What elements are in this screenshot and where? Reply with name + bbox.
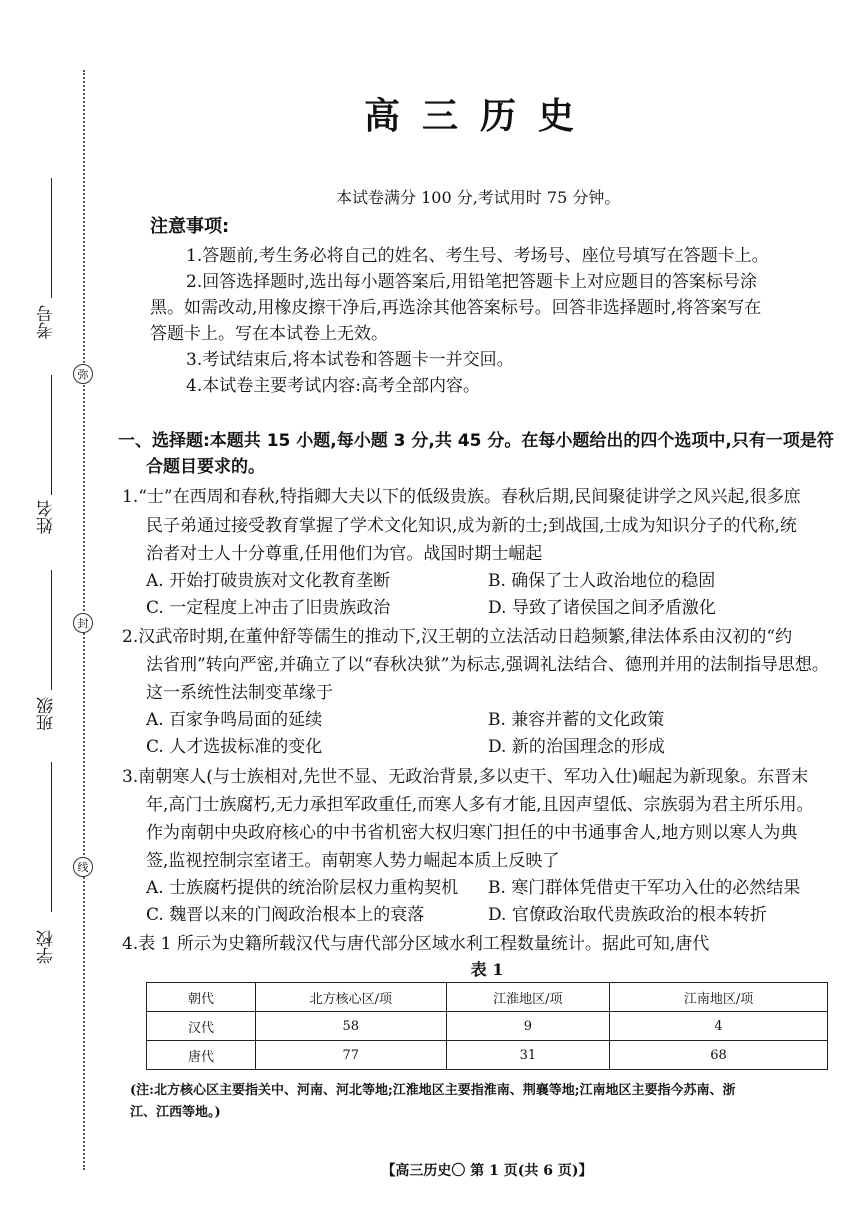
- name-label: 姓名: [37, 500, 57, 534]
- notice-line: 黑。如需改动,用橡皮擦干净后,再选涂其他答案标号。回答非选择题时,将答案写在: [150, 298, 762, 318]
- question-2-line: 法省刑”转向严密,并确立了以“春秋决狱”为标志,强调礼法结合、德刑并用的法制指导思想。: [146, 655, 829, 675]
- table-note-cont: 江、江西等地。): [130, 1105, 221, 1120]
- page-title: 高三历史: [363, 96, 596, 137]
- question-1-line: 1.“士”在西周和春秋,特指卿大夫以下的低级贵族。春秋后期,民间聚徒讲学之风兴起,很多庶: [122, 487, 801, 507]
- table-cell: 68: [610, 1041, 828, 1070]
- question-3-line: 年,高门士族腐朽,无力承担军政重任,而寒人多有才能,且因声望低、宗族弱为君主所乐用。: [146, 795, 814, 815]
- table-cell: 4: [610, 1012, 828, 1041]
- table-cell: 77: [255, 1041, 446, 1070]
- table-row: [147, 1012, 828, 1041]
- question-2-line: 这一系统性法制变革缘于: [146, 683, 333, 703]
- notice-line: 2.回答选择题时,选出每小题答案后,用铅笔把答题卡上对应题目的答案标号涂: [186, 272, 758, 292]
- section-heading: 一、选择题:本题共 15 小题,每小题 3 分,共 45 分。在每小题给出的四个选项中,只有一项是符: [118, 431, 834, 451]
- question-1-line: 治者对士人十分尊重,任用他们为官。战国时期士崛起: [146, 544, 543, 564]
- class-label: 班级: [37, 697, 57, 731]
- table-cell: 58: [255, 1012, 446, 1041]
- notice-line: 3.考试结束后,将本试卷和答题卡一并交回。: [186, 350, 514, 370]
- question-3-option-d: D. 官僚政治取代贵族政治的根本转折: [488, 905, 767, 925]
- question-2-option-a: A. 百家争鸣局面的延续: [146, 710, 323, 730]
- notice-line: 答题卡上。写在本试卷上无效。: [150, 324, 388, 344]
- question-4-line: 4.表 1 所示为史籍所载汉代与唐代部分区域水利工程数量统计。据此可知,唐代: [122, 934, 710, 954]
- seal-mark-feng: 封: [73, 613, 93, 633]
- question-1-option-a: A. 开始打破贵族对文化教育垄断: [146, 571, 391, 591]
- school-write-line: [51, 762, 52, 912]
- table-caption: 表 1: [470, 960, 504, 979]
- notice-line: 1.答题前,考生务必将自己的姓名、考生号、考场号、座位号填写在答题卡上。: [186, 246, 769, 266]
- table-header-row: [147, 983, 828, 1012]
- question-2-option-c: C. 人才选拔标准的变化: [146, 737, 323, 757]
- seal-mark-xian: 线: [73, 857, 93, 877]
- question-3-option-c: C. 魏晋以来的门阀政治根本上的衰落: [146, 905, 425, 925]
- table-header: 江淮地区/项: [446, 983, 609, 1012]
- table-cell: 汉代: [147, 1012, 256, 1041]
- exam-number-write-line: [51, 178, 52, 298]
- notice-line: 4.本试卷主要考试内容:高考全部内容。: [186, 376, 480, 396]
- table-note: (注:北方核心区主要指关中、河南、河北等地;江淮地区主要指淮南、荆襄等地;江南地区主要指今苏南、浙: [130, 1083, 736, 1098]
- question-2-option-b: B. 兼容并蓄的文化政策: [488, 710, 665, 730]
- question-1-line: 民子弟通过接受教育掌握了学术文化知识,成为新的士;到战国,士成为知识分子的代称,统: [146, 516, 797, 536]
- table-row: [147, 1041, 828, 1070]
- question-3-option-a: A. 士族腐朽提供的统治阶层权力重构契机: [146, 878, 459, 898]
- table-header: 江南地区/项: [610, 983, 828, 1012]
- table-cell: 31: [446, 1041, 609, 1070]
- question-2-option-d: D. 新的治国理念的形成: [488, 737, 665, 757]
- question-3-line: 3.南朝寒人(与士族相对,先世不显、无政治背景,多以吏干、军功入仕)崛起为新现象。东晋末: [122, 767, 809, 787]
- exam-intro: 本试卷满分 100 分,考试用时 75 分钟。: [336, 188, 621, 207]
- question-1-option-b: B. 确保了士人政治地位的稳固: [488, 571, 716, 591]
- seal-mark-mi: 弥: [73, 364, 93, 384]
- school-label: 学校: [37, 930, 57, 964]
- exam-number-label: 考号: [37, 305, 57, 339]
- section-heading-cont: 合题目要求的。: [146, 457, 265, 477]
- table-cell: 9: [446, 1012, 609, 1041]
- question-3-line: 签,监视控制宗室诸王。南朝寒人势力崛起本质上反映了: [146, 851, 560, 871]
- question-1-option-c: C. 一定程度上冲击了旧贵族政治: [146, 598, 391, 618]
- table-header: 朝代: [147, 983, 256, 1012]
- question-1-option-d: D. 导致了诸侯国之间矛盾激化: [488, 598, 716, 618]
- question-3-option-b: B. 寒门群体凭借吏干军功入仕的必然结果: [488, 878, 801, 898]
- question-2-line: 2.汉武帝时期,在董仲舒等儒生的推动下,汉王朝的立法活动日趋频繁,律法体系由汉初的“约: [122, 627, 793, 647]
- class-write-line: [51, 570, 52, 690]
- water-projects-table: [146, 982, 828, 1070]
- notice-heading: 注意事项:: [150, 216, 230, 237]
- table-header: 北方核心区/项: [255, 983, 446, 1012]
- name-write-line: [51, 375, 52, 495]
- question-3-line: 作为南朝中央政府核心的中书省机密大权归寒门担任的中书通事舍人,地方则以寒人为典: [146, 823, 798, 843]
- table-cell: 唐代: [147, 1041, 256, 1070]
- page-footer: 【高三历史〇 第 1 页(共 6 页)】: [381, 1163, 593, 1179]
